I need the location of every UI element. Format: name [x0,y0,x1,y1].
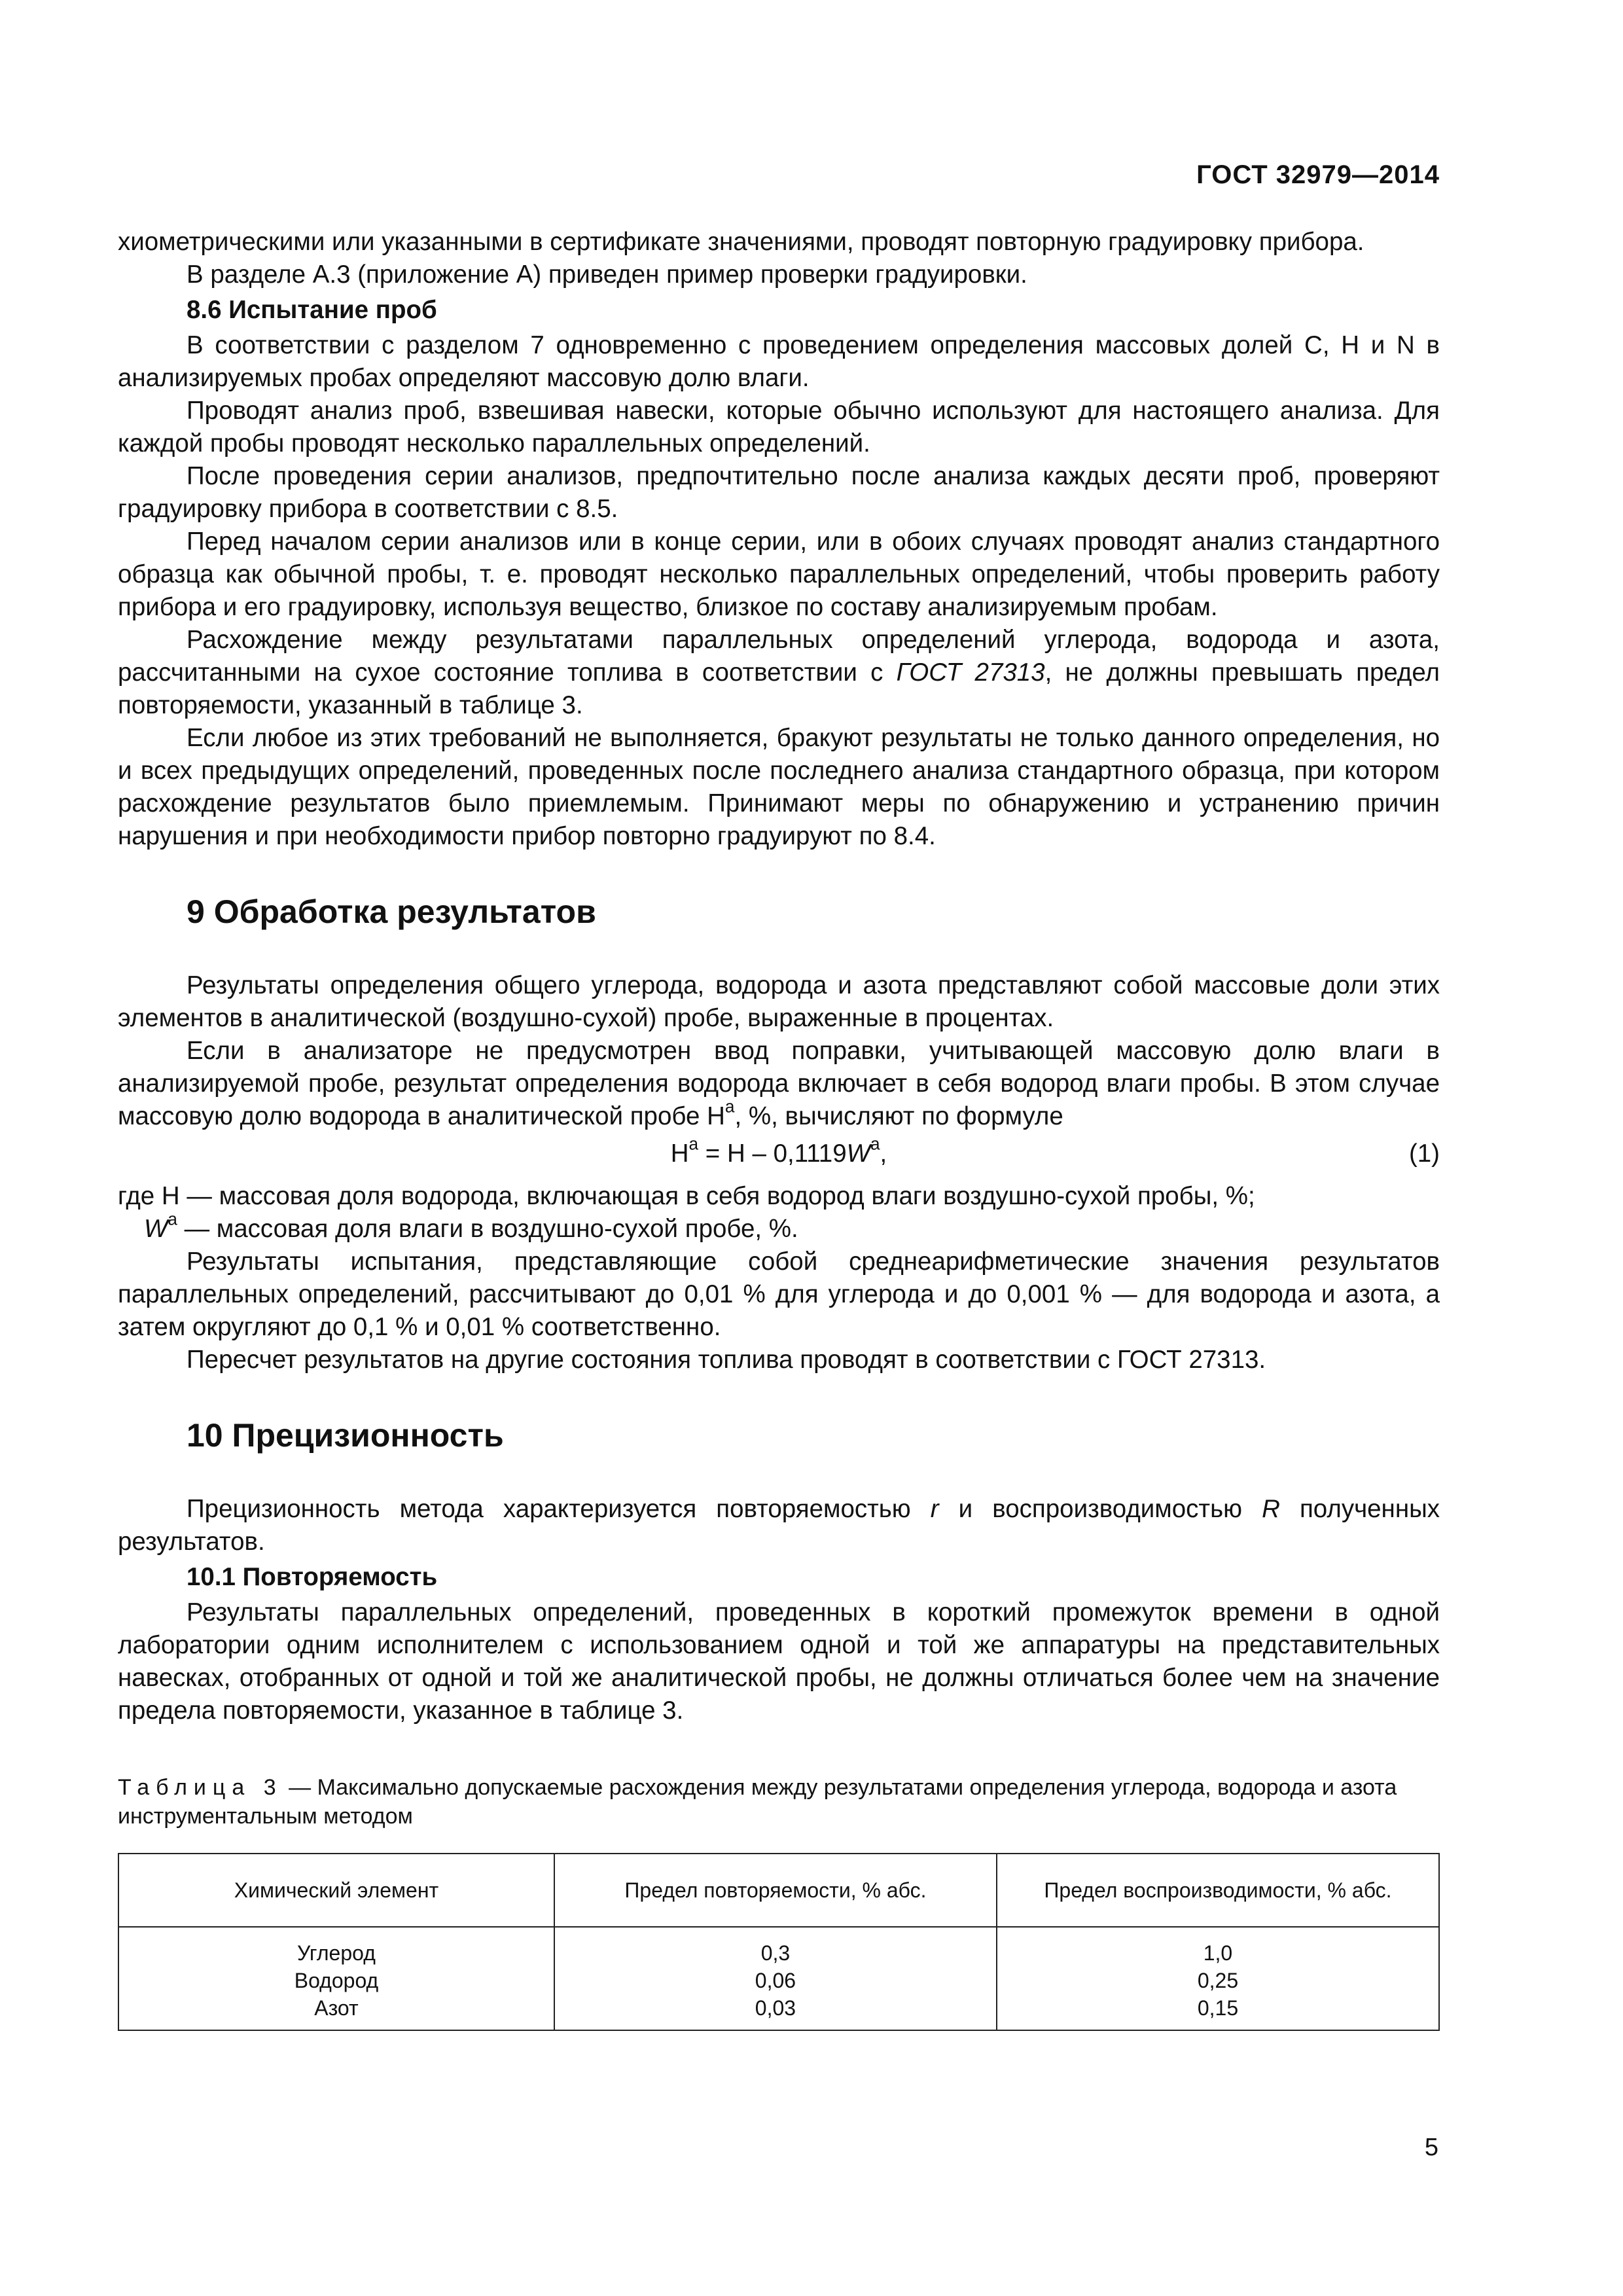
text: , не должны превышать предел повторяемости, указанный в таблице 3. [118,658,1440,719]
symbol-R: R [1262,1495,1280,1523]
superscript: a [870,1134,880,1154]
cell-value: 1,0 [1203,1941,1233,1965]
cell-value: 0,3 [760,1941,791,1965]
reproducibility-cell [997,1927,1439,2030]
element-cell [118,1927,554,2030]
section-title-10: 10 Прецизионность [187,1417,504,1454]
formula-variable-w: W [846,1139,870,1168]
section-title-9: 9 Обработка результатов [187,893,596,930]
paragraph: В разделе А.3 (приложение А) приведен пример проверки градуировки. [187,260,1027,289]
formula-lhs: Н [670,1139,689,1168]
subsection-title-8-6: 8.6 Испытание проб [187,296,437,324]
text: , %, вычисляют по формуле [734,1102,1063,1130]
superscript: a [688,1134,699,1154]
cell-value: 0,03 [755,1996,796,2020]
page-number: 5 [1424,2134,1438,2161]
paragraph: Результаты определения общего углерода, водорода и азота представляют собой массовые доли этих элементов в аналитической (воздушно-сухой) пробе, выраженные в процентах. [118,971,1440,1032]
formula-tail: , [880,1139,887,1168]
standard-reference: ГОСТ 27313 [896,658,1045,687]
cell-value: 0,15 [1197,1996,1239,2020]
paragraph: Результаты испытания, представляющие собой среднеарифметические значения результатов параллельных определений, рассчитывают до 0,01 % для углерода и до 0,001 % — для водорода и азота, а затем округляют до 0,1 % и 0,01 % соответственно. [118,1247,1440,1341]
page-content [118,226,1440,2031]
cell-value: Углерод [297,1941,376,1965]
paragraph: Пересчет результатов на другие состояния топлива проводят в соответствии с ГОСТ 27313. [187,1346,1266,1374]
text: Если в анализаторе не предусмотрен ввод поправки, учитывающей массовую долю влаги в анализируемой пробе, результат определения водорода включает в себя водород влаги пробы. В этом случае массовую долю водорода в аналитической пробе Н [118,1037,1440,1130]
symbol-r: r [930,1495,939,1523]
paragraph [118,624,1440,722]
text: — массовая доля влаги в воздушно-сухой пробе, %. [177,1215,798,1243]
paragraph: После проведения серии анализов, предпочтительно после анализа каждых десяти проб, проверяют градуировку прибора в соответствии с 8.5. [118,462,1440,523]
column-header: Предел повторяемости, % абс. [554,1854,997,1927]
formula-middle: = Н – 0,1119 [698,1139,847,1168]
paragraph: хиометрическими или указанными в сертификате значениями, проводят повторную градуировку прибора. [118,228,1364,256]
formula-1 [118,1134,1440,1174]
paragraph: Если любое из этих требований не выполняется, бракуют результаты не только данного определения, но и всех предыдущих определений, проведенных после последнего анализа стандартного образца, при котором расхождение результатов было приемлемым. Принимают меры по обнаружению и устранению причин нарушения и при необходимости прибор повторно градуируют по 8.4. [118,724,1440,850]
paragraph: В соответствии с разделом 7 одновременно с проведением определения массовых долей С, Н и N в анализируемых пробах определяют массовую долю влаги. [118,331,1440,392]
superscript: a [168,1209,177,1229]
table-header-row [118,1854,1439,1927]
paragraph [118,1493,1440,1558]
table-row [118,1927,1439,2030]
table-caption-text: — Максимально допускаемые расхождения между результатами определения углерода, водорода и азота инструментальным методом [118,1775,1397,1829]
cell-value: Азот [314,1996,359,2020]
paragraph: Перед началом серии анализов или в конце серии, или в обоих случаях проводят анализ стандартного образца как обычной пробы, т. е. проводят несколько параллельных определений, чтобы проверить работу прибора и его градуировку, используя вещество, близкое по составу анализируемым пробам. [118,528,1440,621]
document-code: ГОСТ 32979—2014 [1196,160,1440,189]
formula-expression [118,1134,1440,1174]
cell-value: 0,25 [1197,1969,1239,1992]
column-header: Предел воспроизводимости, % абс. [997,1854,1439,1927]
cell-value: 0,06 [755,1969,796,1992]
text: Расхождение между результатами параллельных определений углерода, водорода и азота, рассчитанными на сухое состояние топлива в соответствии с [118,626,1440,687]
table-3 [118,1853,1440,2031]
text: и воспроизводимостью [938,1495,1262,1523]
superscript: a [724,1096,735,1117]
formula-number: (1) [1408,1139,1440,1168]
paragraph: Результаты параллельных определений, проведенных в короткий промежуток времени в одной лаборатории одним исполнителем с использованием одной и той же аппаратуры на представительных навесках, отобранных от одной и той же аналитической пробы, не должны отличаться более чем на значение предела повторяемости, указанное в таблице 3. [118,1598,1440,1725]
formula-legend-h: где Н — массовая доля водорода, включающая в себя водород влаги воздушно-сухой пробы, %; [118,1182,1255,1210]
paragraph [118,1035,1440,1133]
formula-legend-w [118,1209,1440,1246]
column-header: Химический элемент [118,1854,554,1927]
text: полученных результатов. [118,1495,1440,1556]
table-label: Таблица 3 [118,1775,283,1800]
legend-symbol: W [144,1215,168,1243]
repeatability-cell [554,1927,997,2030]
paragraph: Проводят анализ проб, взвешивая навески, которые обычно используют для настоящего анализа. Для каждой пробы проводят несколько параллельных определений. [118,397,1440,457]
table-caption [118,1773,1440,1831]
cell-value: Водород [294,1969,379,1992]
subsection-title-10-1: 10.1 Повторяемость [187,1563,438,1591]
text: Прецизионность метода характеризуется повторяемостью [187,1495,931,1523]
